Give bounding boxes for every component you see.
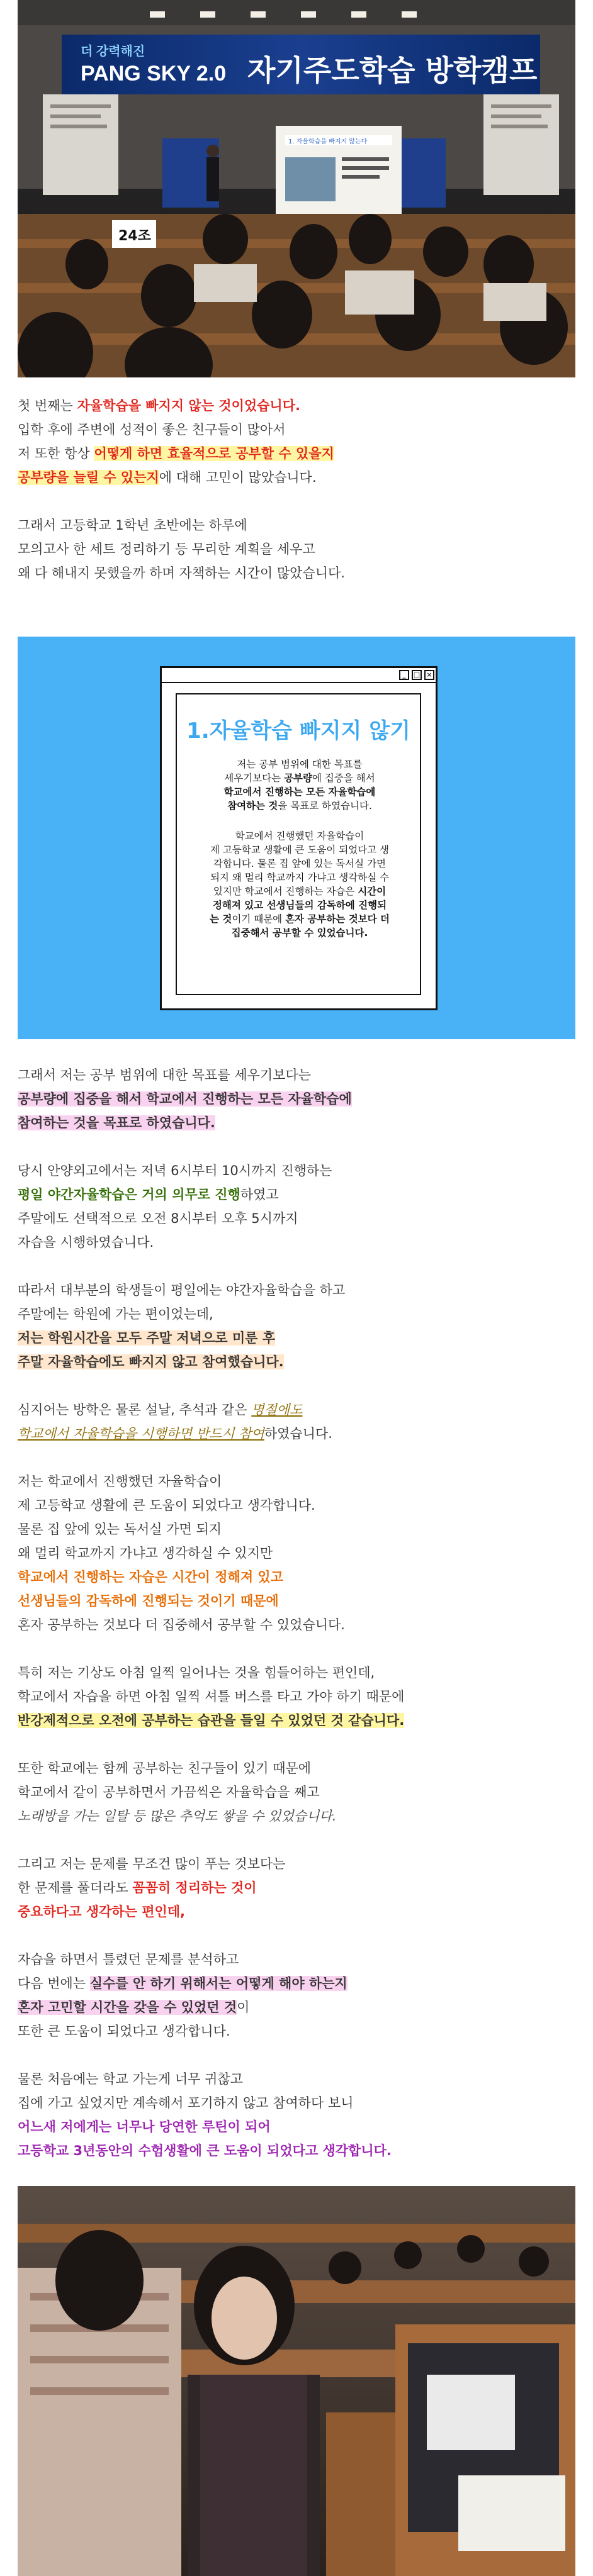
banner-title: 자기주도학습 방학캠프 <box>247 53 538 87</box>
para-b-line-2: 평일 야간자율학습은 거의 의무로 진행하였고 <box>18 1187 279 1202</box>
para-i-line-3: 혼자 고민할 시간을 갖을 수 있었던 것이 <box>18 2000 250 2015</box>
banner-name: PANG SKY 2.0 <box>81 62 227 86</box>
window-paragraph-1: 저는 공부 범위에 대한 목표를 세우기보다는 공부량에 집중을 해서 학교에서 진행하는 모든 자율학습에 참여하는 것을 목표로 하였습니다. <box>223 759 376 811</box>
para-g-line-1: 또한 학교에는 함께 공부하는 친구들이 있기 때문에 <box>18 1761 312 1776</box>
window-heading: 1.자율학습 빠지지 않기 <box>186 718 410 744</box>
intro-line-1: 첫 번째는 자율학습을 빠지지 않는 것이었습니다. <box>18 398 300 413</box>
para-i-line-4: 또한 큰 도움이 되었다고 생각합니다. <box>18 2024 230 2039</box>
intro-line-3: 저 또한 항상 어떻게 하면 효율적으로 공부할 수 있을지 <box>18 446 334 461</box>
para-c-line-4: 주말 자율학습에도 빠지지 않고 참여했습니다. <box>18 1354 284 1369</box>
intro-text-block <box>18 394 575 585</box>
intro-line-4: 공부량을 늘릴 수 있는지에 대해 고민이 많았습니다. <box>18 470 317 485</box>
para-e-line-7: 혼자 공부하는 것보다 더 집중해서 공부할 수 있었습니다. <box>18 1617 345 1632</box>
intro-line-2: 입학 후에 주변에 성적이 좋은 친구들이 많아서 <box>18 422 286 437</box>
para-e-line-2: 제 고등학교 생활에 큰 도움이 되었다고 생각합니다. <box>18 1498 315 1513</box>
study-hall-illustration <box>18 2186 575 2576</box>
para-b-line-1: 당시 안양외고에서는 저녁 6시부터 10시까지 진행하는 <box>18 1163 332 1178</box>
para-a-line-1: 그래서 저는 공부 범위에 대한 목표를 세우기보다는 <box>18 1068 312 1083</box>
banner-brand: 더 강력해진 <box>81 45 145 59</box>
para-i-line-2: 다음 번에는 실수를 안 하기 위해서는 어떻게 해야 하는지 <box>18 1976 347 1991</box>
para-h-line-2: 한 문제를 풀더라도 꼼꼼히 정리하는 것이 <box>18 1880 257 1895</box>
lecture-hall-illustration <box>18 0 575 377</box>
para-g-line-3: 노래방을 가는 일탈 등 많은 추억도 쌓을 수 있었습니다. <box>18 1809 337 1824</box>
para-g-line-2: 학교에서 같이 공부하면서 가끔씩은 자율학습을 째고 <box>18 1785 320 1800</box>
maximize-icon: □ <box>412 670 422 680</box>
para-d-line-1: 심지어는 방학은 물론 설날, 추석과 같은 명절에도 <box>18 1402 303 1417</box>
para-f-line-1: 특히 저는 기상도 아침 일찍 일어나는 것을 힘들어하는 편인데, <box>18 1665 375 1680</box>
retro-window <box>160 666 438 1010</box>
seat-sign: 24조 <box>118 228 151 244</box>
intro-line-6: 모의고사 한 세트 정리하기 등 무리한 계획을 세우고 <box>18 542 315 557</box>
window-title-bar <box>162 668 436 683</box>
intro-line-5: 그래서 고등학교 1학년 초반에는 하루에 <box>18 518 247 533</box>
para-c-line-3: 저는 학원시간을 모두 주말 저녁으로 미룬 후 <box>18 1330 276 1346</box>
para-a-line-3: 참여하는 것을 목표로 하였습니다. <box>18 1115 215 1130</box>
para-c-line-2: 주말에는 학원에 가는 편이었는데, <box>18 1307 213 1322</box>
para-d-line-2: 학교에서 자율학습을 시행하면 반드시 참여하였습니다. <box>18 1426 332 1441</box>
para-f-line-3: 반강제적으로 오전에 공부하는 습관을 들일 수 있었던 것 같습니다. <box>18 1713 405 1728</box>
body-text-block <box>18 1063 575 2163</box>
para-j-line-1: 물론 처음에는 학교 가는게 너무 귀찮고 <box>18 2071 243 2087</box>
para-h-line-1: 그리고 저는 문제를 무조건 많이 푸는 것보다는 <box>18 1856 286 1871</box>
para-e-line-4: 왜 멀리 학교까지 가냐고 생각하실 수 있지만 <box>18 1546 273 1561</box>
para-e-line-5: 학교에서 진행하는 자습은 시간이 정해져 있고 <box>18 1570 284 1585</box>
para-i-line-1: 자습을 하면서 틀렸던 문제를 분석하고 <box>18 1952 239 1967</box>
screen-title: 1. 자율학습을 빠지지 않는다 <box>288 138 368 145</box>
minimize-icon: _ <box>399 670 409 680</box>
para-j-line-2: 집에 가고 싶었지만 계속해서 포기하지 않고 참여하다 보니 <box>18 2095 354 2110</box>
para-b-line-4: 자습을 시행하였습니다. <box>18 1235 154 1250</box>
para-h-line-3: 중요하다고 생각하는 편인데, <box>18 1904 186 1919</box>
window-paragraph-2: 학교에서 진행했던 자율학습이 제 고등학교 생활에 큰 도움이 되었다고 생 각합니다. 물론 집 앞에 있는 독서실 가면 되지 왜 멀리 학교까지 가냐고 생각하실 수 있지만 학교에서 진행하는 자습은 시간이 정해져 있고 선생님들의 감독하에 진행되 는 것이기 때문에 혼자 공부하는 것보다 더 집중해서 공부할 수 있었습니다. <box>210 830 390 939</box>
lecture-hall-photo <box>18 0 575 377</box>
close-icon: × <box>424 670 434 680</box>
para-e-line-3: 물론 집 앞에 있는 독서실 가면 되지 <box>18 1522 222 1537</box>
para-f-line-2: 학교에서 자습을 하면 아침 일찍 셔틀 버스를 타고 가야 하기 때문에 <box>18 1689 405 1704</box>
window-content <box>176 693 421 995</box>
intro-line-7: 왜 다 해내지 못했을까 하며 자책하는 시간이 많았습니다. <box>18 566 345 581</box>
highlight-panel <box>18 637 575 1039</box>
para-b-line-3: 주말에도 선택적으로 오전 8시부터 오후 5시까지 <box>18 1211 298 1226</box>
para-e-line-1: 저는 학교에서 진행했던 자율학습이 <box>18 1474 222 1489</box>
para-c-line-1: 따라서 대부분의 학생들이 평일에는 야간자율학습을 하고 <box>18 1283 346 1298</box>
para-a-line-2: 공부량에 집중을 해서 학교에서 진행하는 모든 자율학습에 <box>18 1091 352 1107</box>
para-j-line-3: 어느새 저에게는 너무나 당연한 루틴이 되어 <box>18 2119 271 2134</box>
study-hall-photo <box>18 2186 575 2576</box>
para-e-line-6: 선생님들의 감독하에 진행되는 것이기 때문에 <box>18 1593 279 1609</box>
para-j-line-4: 고등학교 3년동안의 수험생활에 큰 도움이 되었다고 생각합니다. <box>18 2143 392 2158</box>
